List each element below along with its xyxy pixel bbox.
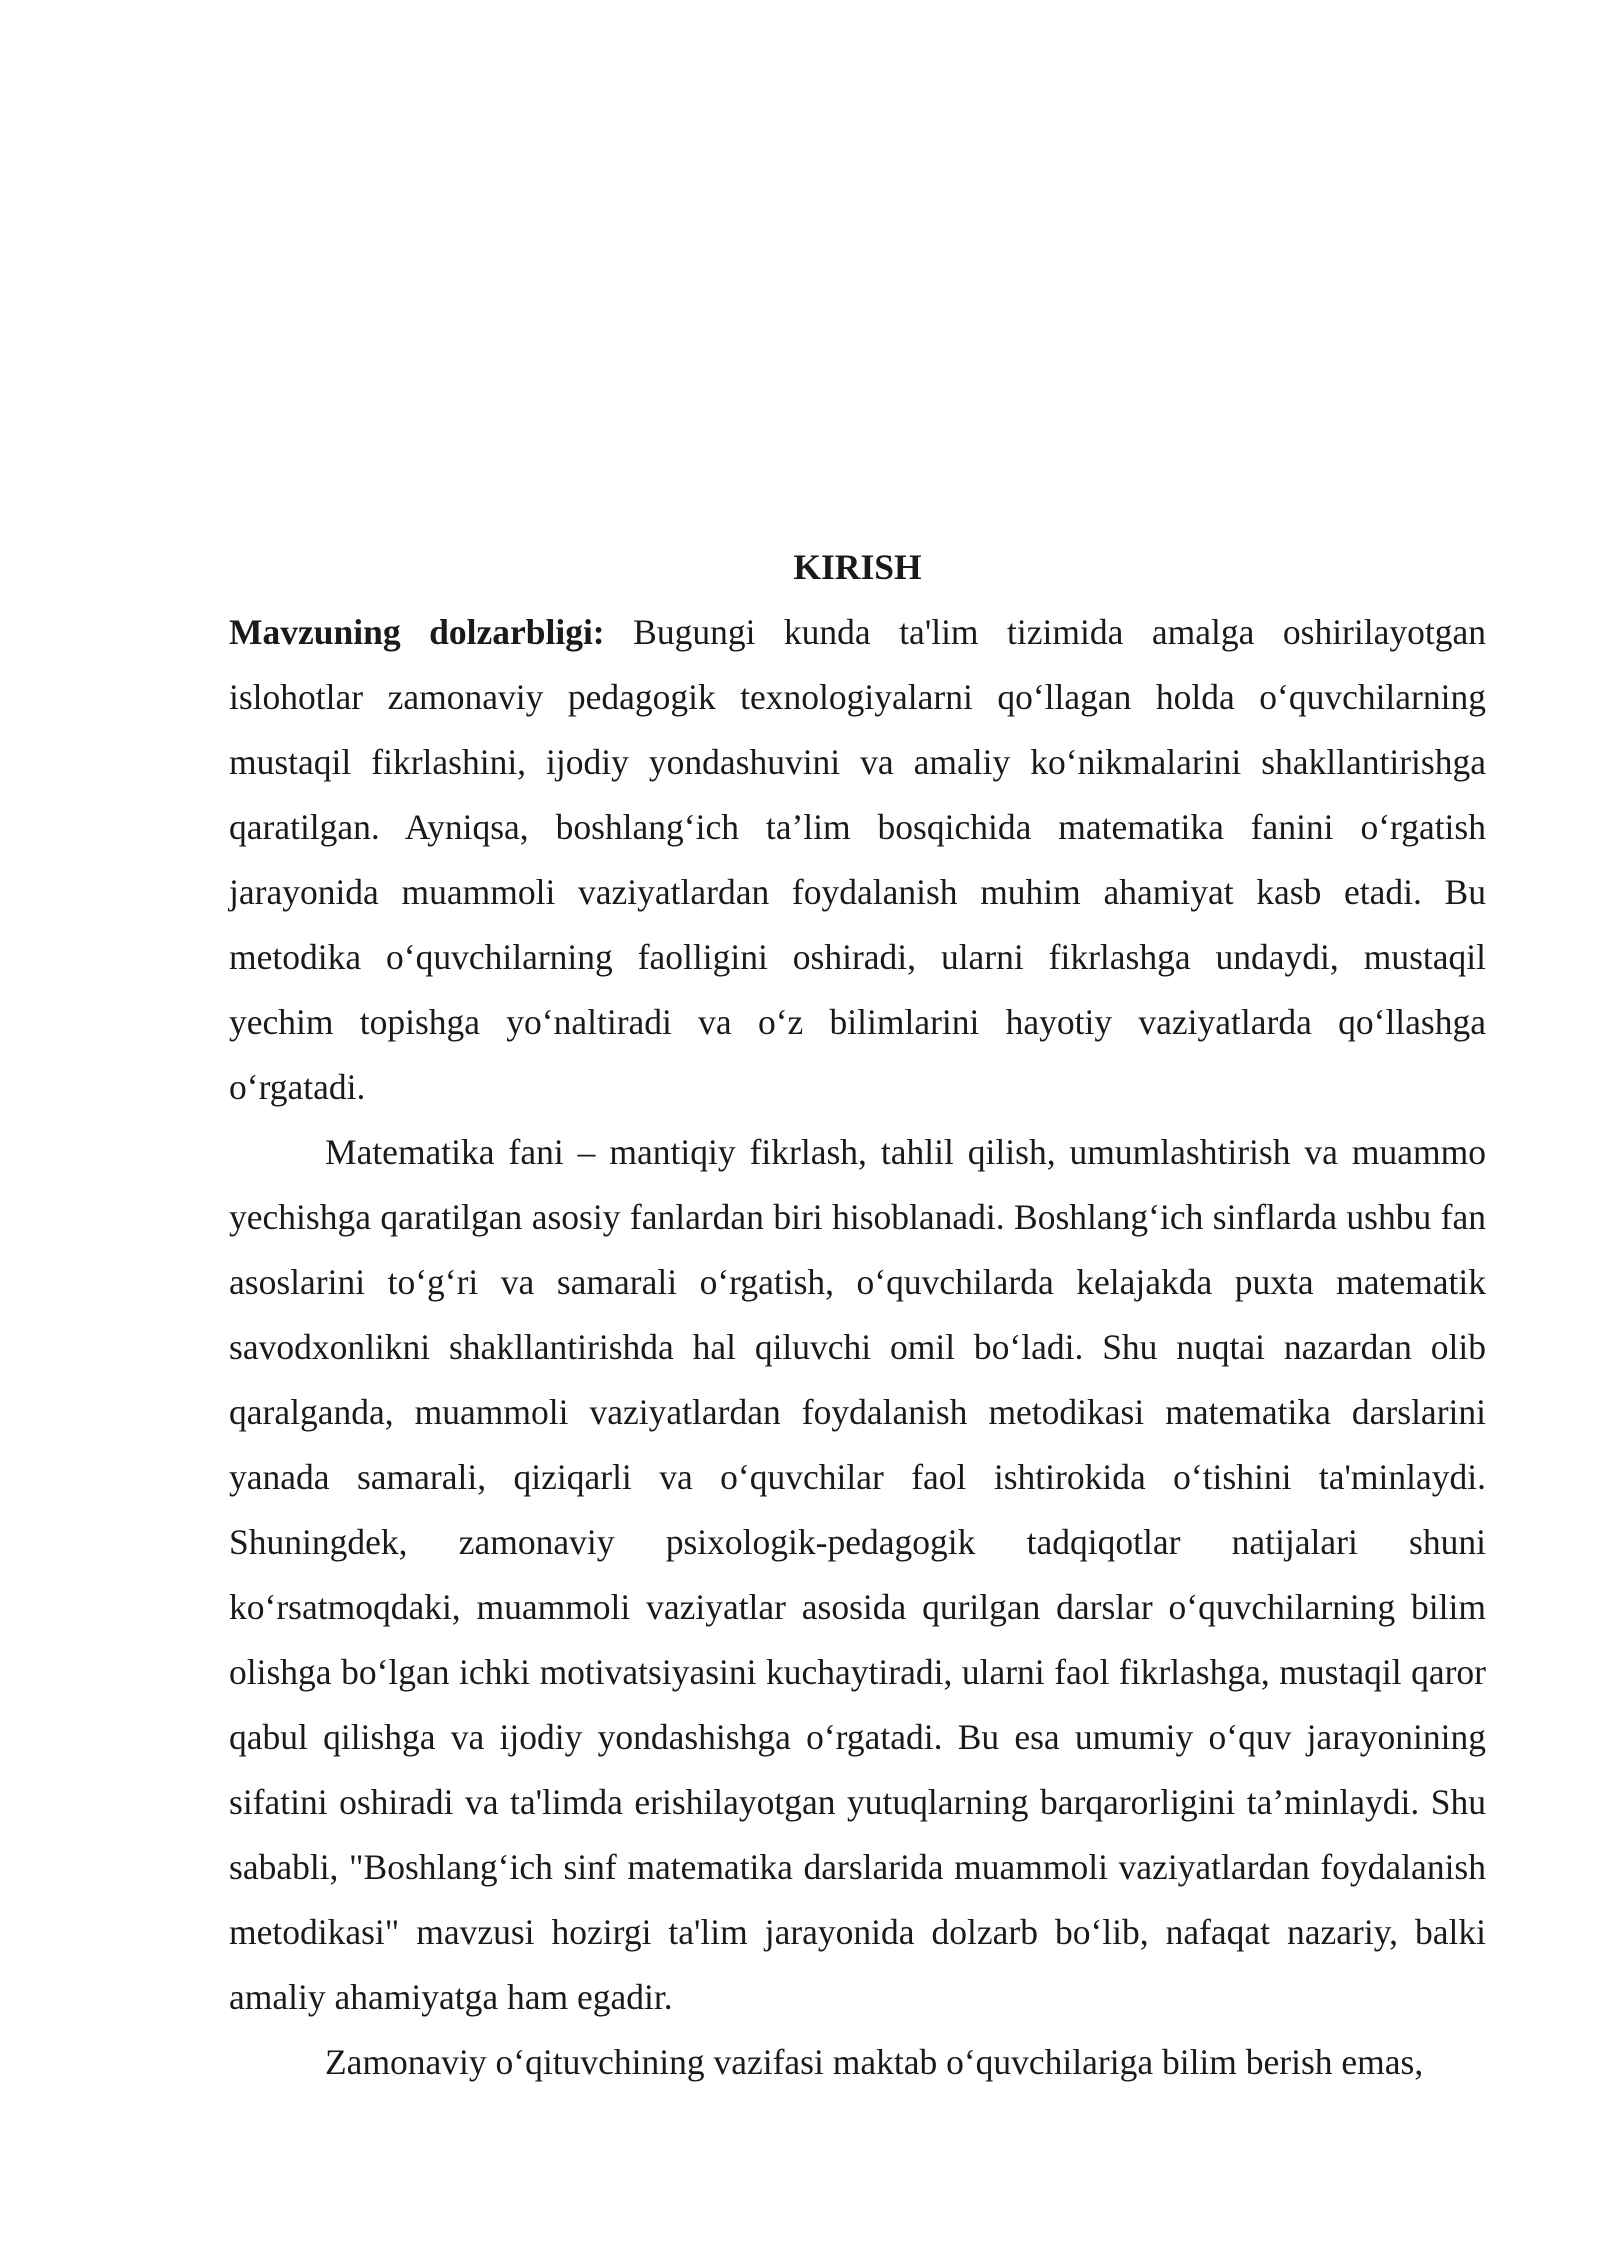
paragraph-lead: Mavzuning dolzarbligi: — [229, 612, 605, 652]
document-body — [229, 535, 1486, 2095]
paragraph-teacher: Zamonaviy o‘qituvchining vazifasi maktab o‘quvchilariga bilim berish emas, — [325, 2042, 1424, 2082]
paragraph-mathematics: Matematika fani – mantiqiy fikrlash, tahlil qilish, umumlashtirish va muammo yechishga qaratilgan asosiy fanlardan biri hisoblanadi. Boshlang‘ich sinflarda ushbu fan asoslarini to‘g‘ri va samarali o‘rgatish, o‘quvchilarda kelajakda puxta matematik savodxonlikni shakllantirishda hal qiluvchi omil bo‘ladi. Shu nuqtai nazardan olib qaralganda, muammoli vaziyatlardan foydalanish metodikasi matematika darslarini yanada samarali, qiziqarli va o‘quvchilar faol ishtirokida o‘tishini ta'minlaydi. Shuningdek, zamonaviy psixologik-pedagogik tadqiqotlar natijalari shuni ko‘rsatmoqdaki, muammoli vaziyatlar asosida qurilgan darslar o‘quvchilarning bilim olishga bo‘lgan ichki motivatsiyasini kuchaytiradi, ularni faol fikrlashga, mustaqil qaror qabul qilishga va ijodiy yondashishga o‘rgatadi. Bu esa umumiy o‘quv jarayonining sifatini oshiradi va ta'limda erishilayotgan yutuqlarning barqarorligini ta’minlaydi. Shu sababli, "Boshlang‘ich sinf matematika darslarida muammoli vaziyatlardan foydalanish metodikasi" mavzusi hozirgi ta'lim jarayonida dolzarb bo‘lib, nafaqat nazariy, balki amaliy ahamiyatga ham egadir. — [229, 1132, 1486, 2017]
section-heading: KIRISH — [793, 547, 922, 587]
paragraph-text: Bugungi kunda ta'lim tizimida amalga oshirilayotgan islohotlar zamonaviy pedagogik texnologiyalarni qo‘llagan holda o‘quvchilarning mustaqil fikrlashini, ijodiy yondashuvini va amaliy ko‘nikmalarini shakllantirishga qaratilgan. Ayniqsa, boshlang‘ich ta’lim bosqichida matematika fanini o‘rgatish jarayonida muammoli vaziyatlardan foydalanish muhim ahamiyat kasb etadi. Bu metodika o‘quvchilarning faolligini oshiradi, ularni fikrlashga undaydi, mustaqil yechim topishga yo‘naltiradi va o‘z bilimlarini hayotiy vaziyatlarda qo‘llashga o‘rgatadi. — [229, 612, 1486, 1107]
paragraph-relevance — [229, 600, 1486, 1120]
